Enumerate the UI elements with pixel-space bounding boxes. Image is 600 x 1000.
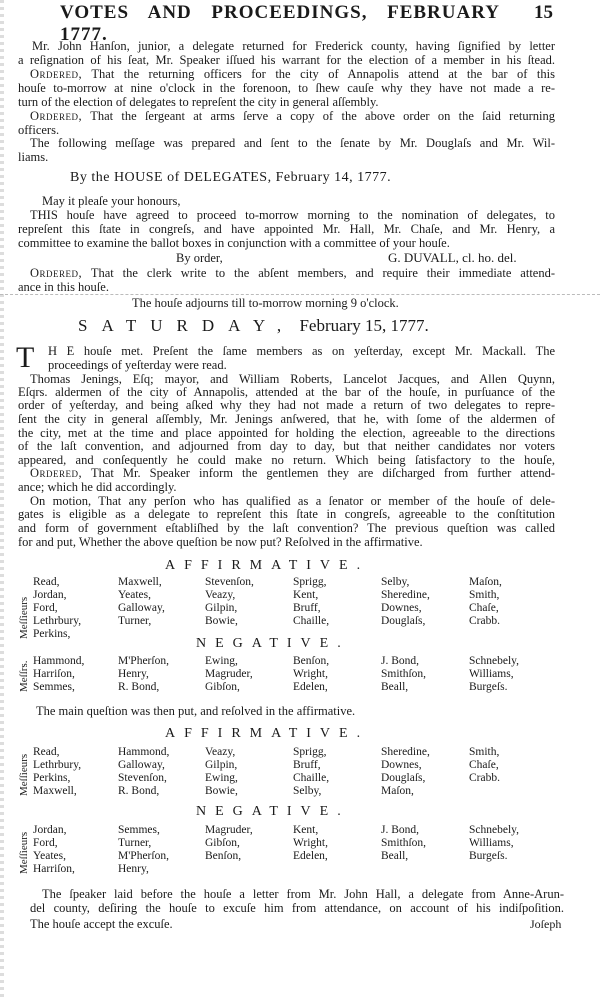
page-edge (0, 0, 4, 1000)
member-name: Ewing, (205, 772, 238, 784)
vote-column (33, 655, 84, 694)
text-line: houſe to-morrow at nine o'clock in the forenoon, to ſhew cauſe why they have not made a re- (18, 81, 555, 95)
message-line: repreſent this ſtate in congreſs, and have appointed Mr. Hall, Mr. Chaſe, and Mr. Henry, a (18, 222, 555, 236)
member-name: Downes, (381, 602, 422, 614)
member-name: Kent, (293, 589, 319, 601)
member-name: Magruder, (205, 824, 253, 836)
member-name: M'Pherſon, (118, 655, 169, 667)
member-name: Selby, (293, 785, 322, 797)
text-line (30, 466, 555, 480)
vote-column (293, 824, 328, 863)
member-name: Smithſon, (381, 837, 427, 849)
text: That the clerk write to the abſent members, and require their immediate attend- (90, 266, 555, 280)
text-line: Mr. John Hanſon, junior, a delegate returned for Frederick county, having ſignified by letter (32, 39, 555, 53)
member-name: Chaille, (293, 772, 330, 784)
vote-column (118, 576, 165, 628)
member-name: J. Bond, (381, 655, 420, 667)
member-name: Kent, (293, 824, 319, 836)
member-name: Chaſe, (469, 602, 499, 614)
messieurs-label: Meſſrs. (18, 660, 30, 692)
member-name: Henry, (118, 668, 149, 680)
ordered-label: Ordered, (30, 466, 83, 480)
vote-column (381, 746, 430, 798)
member-name: Crabb. (469, 615, 500, 627)
adjourn-line: The houſe adjourns till to-morrow morning 9 o'clock. (132, 296, 399, 310)
member-name: Maſon, (469, 576, 502, 588)
text-line: and form of government eſtabliſhed by the laſt convention? The previous queſtion was called (18, 521, 555, 535)
member-name: Chaille, (293, 615, 330, 627)
member-name: Harriſon, (33, 668, 75, 680)
by-order: By order, (176, 251, 223, 265)
text-line: Eſqrs. aldermen of the city of Annapolis, attended at the bar of the houſe, in purſuance of the (18, 385, 555, 399)
ordered-line (30, 266, 555, 280)
vote-column (118, 746, 169, 798)
member-name: Lethrbury, (33, 759, 82, 771)
member-name: Sprigg, (293, 746, 327, 758)
text-line: the city, met at the time and place appointed for holding the election, agreeable to the directions (18, 426, 555, 440)
member-name: Stevenſon, (205, 576, 254, 588)
text-line: officers. (18, 123, 60, 137)
text-line: a reſignation of his ſeat, Mr. Speaker iſſued his warrant for the election of a member in his ſtead. (18, 53, 555, 67)
drop-cap: T (16, 341, 35, 374)
text-line: liams. (18, 150, 49, 164)
member-name: Chaſe, (469, 759, 499, 771)
member-name: Smithſon, (381, 668, 427, 680)
vote-heading: NEGATIVE. (196, 636, 350, 651)
member-name: Semmes, (33, 681, 75, 693)
member-name: Edelen, (293, 681, 328, 693)
text-line: for and put, Whether the above queſtion be now put? Reſolved in the affirmative. (18, 535, 423, 549)
member-name: Schnebely, (469, 655, 520, 667)
closing-line: del county, deſiring the houſe to excuſe him from attendance, on account of his indiſpoſition. (30, 901, 564, 915)
vote-column (118, 655, 169, 694)
member-name: Smith, (469, 589, 500, 601)
member-name: Ewing, (205, 655, 238, 667)
member-name: Hammond, (118, 746, 170, 758)
member-name: M'Pherſon, (118, 850, 169, 862)
member-name: Smith, (469, 746, 500, 758)
vote-column (118, 824, 169, 876)
member-name: Burgeſs. (469, 681, 508, 693)
vote-column (205, 824, 253, 863)
message-line: THIS houſe have agreed to proceed to-morrow morning to the nomination of delegates, to (30, 208, 555, 222)
vote-column (469, 824, 519, 863)
vote-column (205, 576, 254, 628)
member-name: Beall, (381, 681, 409, 693)
member-name: Gibſon, (205, 681, 240, 693)
ordered-line (30, 67, 555, 81)
member-name: Schnebely, (469, 824, 520, 836)
member-name: Selby, (381, 576, 410, 588)
member-name: Benſon, (293, 655, 330, 667)
member-name: Gibſon, (205, 837, 240, 849)
vote-column (205, 655, 253, 694)
member-name: Sheredine, (381, 746, 430, 758)
signature: G. DUVALL, cl. ho. del. (388, 250, 517, 265)
messieurs-label: Meſſieurs (18, 596, 30, 639)
text-line: order of yeſterday, and being aſked why they had not made a return of two delegates to repre- (18, 398, 555, 412)
divider (0, 294, 600, 295)
text-line: H E houſe met. Preſent the ſame members as on yeſterday, except Mr. Mackall. The (48, 344, 555, 358)
text-line: proceedings of yeſterday were read. (48, 358, 227, 372)
member-name: Galloway, (118, 759, 165, 771)
text: That Mr. Speaker inform the gentlemen they are diſcharged from further attend- (90, 466, 555, 480)
message-line: committee to examine the ballot boxes in conjunction with a committee of your houſe. (18, 236, 450, 250)
messieurs-label: Meſſieurs (18, 753, 30, 796)
member-name: Perkins, (33, 628, 71, 640)
member-name: Jordan, (33, 824, 67, 836)
text: That the returning officers for the city of Annapolis attend at the bar of this (91, 67, 555, 81)
vote-column (469, 576, 502, 628)
vote-column (469, 655, 519, 694)
member-name: Turner, (118, 837, 152, 849)
member-name: Turner, (118, 615, 152, 627)
vote-column (381, 655, 426, 694)
ordered-label: Ordered, (30, 109, 83, 123)
member-name: Burgeſs. (469, 850, 508, 862)
text-line: ance in this houſe. (18, 280, 109, 294)
member-name: Lethrbury, (33, 615, 82, 627)
text-line: On motion, That any perſon who has qualified as a ſenator or member of the houſe of dele- (30, 494, 555, 508)
member-name: Bowie, (205, 785, 238, 797)
member-name: Maxwell, (33, 785, 77, 797)
vote-column (469, 746, 500, 785)
text-line: of the laſt convention, and adjourned from day to day, but that neither candidates nor voters (18, 439, 555, 453)
member-name: Yeates, (33, 850, 67, 862)
member-name: Williams, (469, 837, 514, 849)
ordered-line (30, 109, 555, 123)
running-header: VOTES AND PROCEEDINGS, FEBRUARY 1777. (60, 2, 500, 45)
member-name: Sheredine, (381, 589, 430, 601)
member-name: Wright, (293, 668, 328, 680)
vote-column (293, 576, 329, 628)
member-name: Bruff, (293, 759, 321, 771)
message-heading: By the HOUSE of DELEGATES, February 14, 1777. (70, 170, 392, 185)
date: February 15, 1777. (299, 316, 429, 335)
closing-line: The ſpeaker laid before the houſe a letter from Mr. John Hall, a delegate from Anne-Arun- (42, 887, 564, 901)
member-name: Jordan, (33, 589, 67, 601)
member-name: Magruder, (205, 668, 253, 680)
member-name: Maſon, (381, 785, 414, 797)
member-name: Read, (33, 576, 60, 588)
member-name: Perkins, (33, 772, 71, 784)
text: That the ſergeant at arms ſerve a copy of the above order on the ſaid returning (90, 109, 555, 123)
member-name: Gilpin, (205, 759, 238, 771)
closing-line: The houſe accept the excuſe. (30, 917, 173, 931)
text-line: Thomas Jenings, Eſq; mayor, and William Roberts, Lancelot Jacques, and Allen Quynn, (30, 372, 555, 386)
vote-column (205, 746, 238, 798)
text-line: turn of the election of delegates to repreſent the city in general aſſembly. (18, 95, 379, 109)
member-name: R. Bond, (118, 785, 160, 797)
member-name: Ford, (33, 602, 58, 614)
member-name: Veazy, (205, 746, 236, 758)
member-name: Douglaſs, (381, 615, 426, 627)
member-name: Gilpin, (205, 602, 238, 614)
ordered-label: Ordered, (30, 67, 83, 81)
day-heading (78, 316, 429, 336)
member-name: Ford, (33, 837, 58, 849)
member-name: Harriſon, (33, 863, 75, 875)
member-name: J. Bond, (381, 824, 420, 836)
vote-column (33, 576, 81, 641)
messieurs-label: Meſſieurs (18, 831, 30, 874)
vote-heading: AFFIRMATIVE. (165, 558, 370, 573)
catchword: Joſeph (530, 917, 562, 931)
member-name: Beall, (381, 850, 409, 862)
member-name: Yeates, (118, 589, 152, 601)
member-name: Veazy, (205, 589, 236, 601)
member-name: Galloway, (118, 602, 165, 614)
text-line: appeared, and conſequently he could make no return. Which being ſatisfactory to the houſe, (18, 453, 555, 467)
text-line: ance; which he did accordingly. (18, 480, 177, 494)
member-name: Read, (33, 746, 60, 758)
member-name: Bruff, (293, 602, 321, 614)
vote-column (33, 746, 81, 798)
text-line: The following meſſage was prepared and ſent to the ſenate by Mr. Douglaſs and Mr. Wil- (30, 136, 555, 150)
vote-heading: AFFIRMATIVE. (165, 726, 370, 741)
vote-column (381, 576, 430, 628)
vote-column (33, 824, 75, 876)
member-name: Williams, (469, 668, 514, 680)
vote-column (381, 824, 426, 863)
member-name: Wright, (293, 837, 328, 849)
day: SATURDAY, (78, 316, 296, 335)
member-name: Benſon, (205, 850, 242, 862)
member-name: Douglaſs, (381, 772, 426, 784)
vote-column (293, 746, 329, 798)
member-name: R. Bond, (118, 681, 160, 693)
message-salutation: May it pleaſe your honours, (42, 194, 181, 208)
main-question-line: The main queſtion was then put, and reſolved in the affirmative. (36, 704, 356, 718)
vote-column (293, 655, 329, 694)
text-line: gates is eligible as a delegate to repreſent this ſtate in congreſs, agreeable to the conſtitution (18, 507, 555, 521)
member-name: Semmes, (118, 824, 160, 836)
member-name: Sprigg, (293, 576, 327, 588)
member-name: Stevenſon, (118, 772, 167, 784)
text-line: ſent the city in general aſſembly, Mr. Jenings anſwered, that he, with ſome of the aldermen of (18, 412, 555, 426)
member-name: Crabb. (469, 772, 500, 784)
page-number: 15 (534, 2, 553, 23)
vote-heading: NEGATIVE. (196, 804, 350, 819)
member-name: Bowie, (205, 615, 238, 627)
member-name: Maxwell, (118, 576, 162, 588)
member-name: Edelen, (293, 850, 328, 862)
ordered-label: Ordered, (30, 266, 83, 280)
member-name: Downes, (381, 759, 422, 771)
member-name: Henry, (118, 863, 149, 875)
member-name: Hammond, (33, 655, 85, 667)
